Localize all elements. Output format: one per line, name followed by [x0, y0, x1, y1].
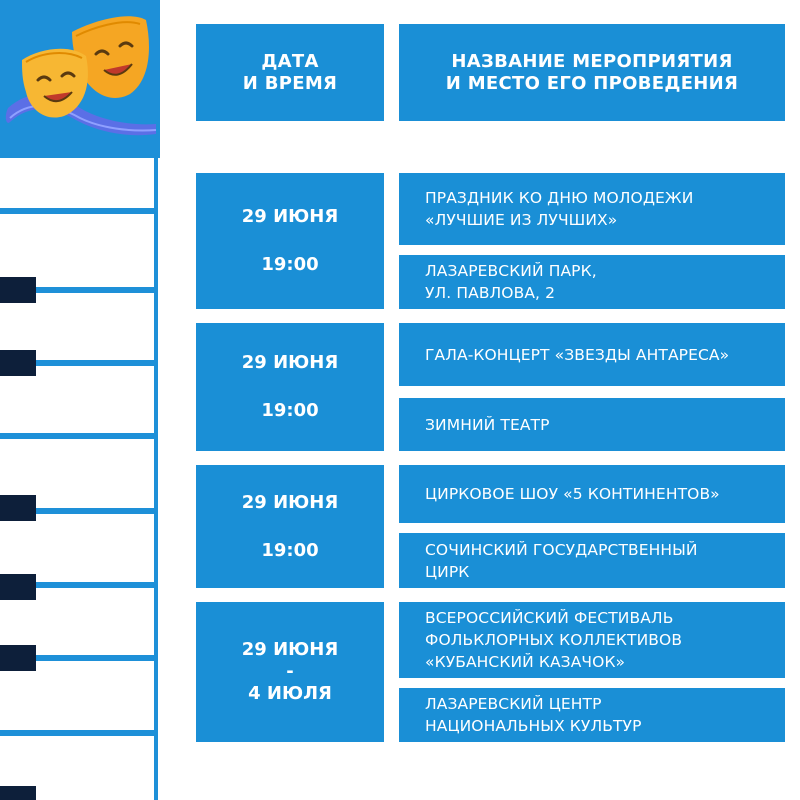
- event-name-line: «ЛУЧШИЕ ИЗ ЛУЧШИХ»: [425, 211, 618, 229]
- event-date: 29 ИЮНЯ: [241, 352, 339, 373]
- header-date-line: И ВРЕМЯ: [242, 72, 338, 94]
- event-place-line: УЛ. ПАВЛОВА, 2: [425, 284, 556, 302]
- event-name-line: ПРАЗДНИК КО ДНЮ МОЛОДЕЖИ: [425, 189, 694, 207]
- event-date-cell: [196, 602, 384, 742]
- decorative-dark-block: [0, 495, 36, 521]
- event-place-cell: [399, 688, 785, 742]
- event-name-line: ВСЕРОССИЙСКИЙ ФЕСТИВАЛЬ: [425, 609, 674, 627]
- event-name-cell: [399, 602, 785, 678]
- header-event-line: И МЕСТО ЕГО ПРОВЕДЕНИЯ: [445, 72, 739, 94]
- decorative-dark-block: [0, 574, 36, 600]
- logo-panel: [0, 0, 160, 158]
- event-name-line: ФОЛЬКЛОРНЫХ КОЛЛЕКТИВОВ: [425, 631, 683, 649]
- event-date-cell: [196, 323, 384, 451]
- event-date-separator: -: [286, 661, 294, 682]
- decorative-vertical-line: [154, 158, 158, 800]
- event-time: 19:00: [261, 539, 319, 561]
- event-name-line: ГАЛА-КОНЦЕРТ «ЗВЕЗДЫ АНТАРЕСА»: [425, 345, 730, 364]
- decorative-stripe: [0, 433, 158, 439]
- decorative-dark-block: [0, 277, 36, 303]
- theatre-masks-icon: [0, 0, 160, 158]
- event-date-cell: [196, 173, 384, 309]
- event-place-line: СОЧИНСКИЙ ГОСУДАРСТВЕННЫЙ: [425, 540, 698, 559]
- header-date-line: ДАТА: [261, 50, 319, 72]
- decorative-sidebar: [0, 0, 160, 800]
- event-name-line: «КУБАНСКИЙ КАЗАЧОК»: [425, 653, 626, 671]
- event-date: 29 ИЮНЯ: [241, 206, 339, 227]
- event-place-line: ЗИМНИЙ ТЕАТР: [425, 415, 550, 434]
- event-place-cell: [399, 255, 785, 309]
- decorative-dark-block: [0, 645, 36, 671]
- event-place-line: ЦИРК: [425, 562, 470, 581]
- event-place-line: НАЦИОНАЛЬНЫХ КУЛЬТУР: [425, 717, 642, 735]
- header-event-place: [399, 24, 785, 121]
- event-date-cell: [196, 465, 384, 588]
- event-name-cell: [399, 323, 785, 386]
- event-name-cell: [399, 173, 785, 245]
- event-date: 29 ИЮНЯ: [241, 491, 339, 513]
- decorative-dark-block: [0, 350, 36, 376]
- event-date: 29 ИЮНЯ: [241, 639, 339, 660]
- event-time: 19:00: [261, 400, 319, 421]
- decorative-dark-block: [0, 786, 36, 800]
- event-name-cell: [399, 465, 785, 523]
- event-place-line: ЛАЗАРЕВСКИЙ ПАРК,: [425, 262, 597, 280]
- decorative-stripe: [0, 730, 158, 736]
- event-time: 19:00: [261, 254, 319, 275]
- event-place-cell: [399, 533, 785, 588]
- decorative-stripe: [0, 208, 158, 214]
- event-date: 4 ИЮЛЯ: [248, 683, 332, 704]
- header-event-line: НАЗВАНИЕ МЕРОПРИЯТИЯ: [451, 50, 733, 72]
- event-place-line: ЛАЗАРЕВСКИЙ ЦЕНТР: [425, 695, 602, 713]
- event-name-line: ЦИРКОВОЕ ШОУ «5 КОНТИНЕНТОВ»: [425, 485, 720, 503]
- event-place-cell: [399, 398, 785, 451]
- header-date-time: [196, 24, 384, 121]
